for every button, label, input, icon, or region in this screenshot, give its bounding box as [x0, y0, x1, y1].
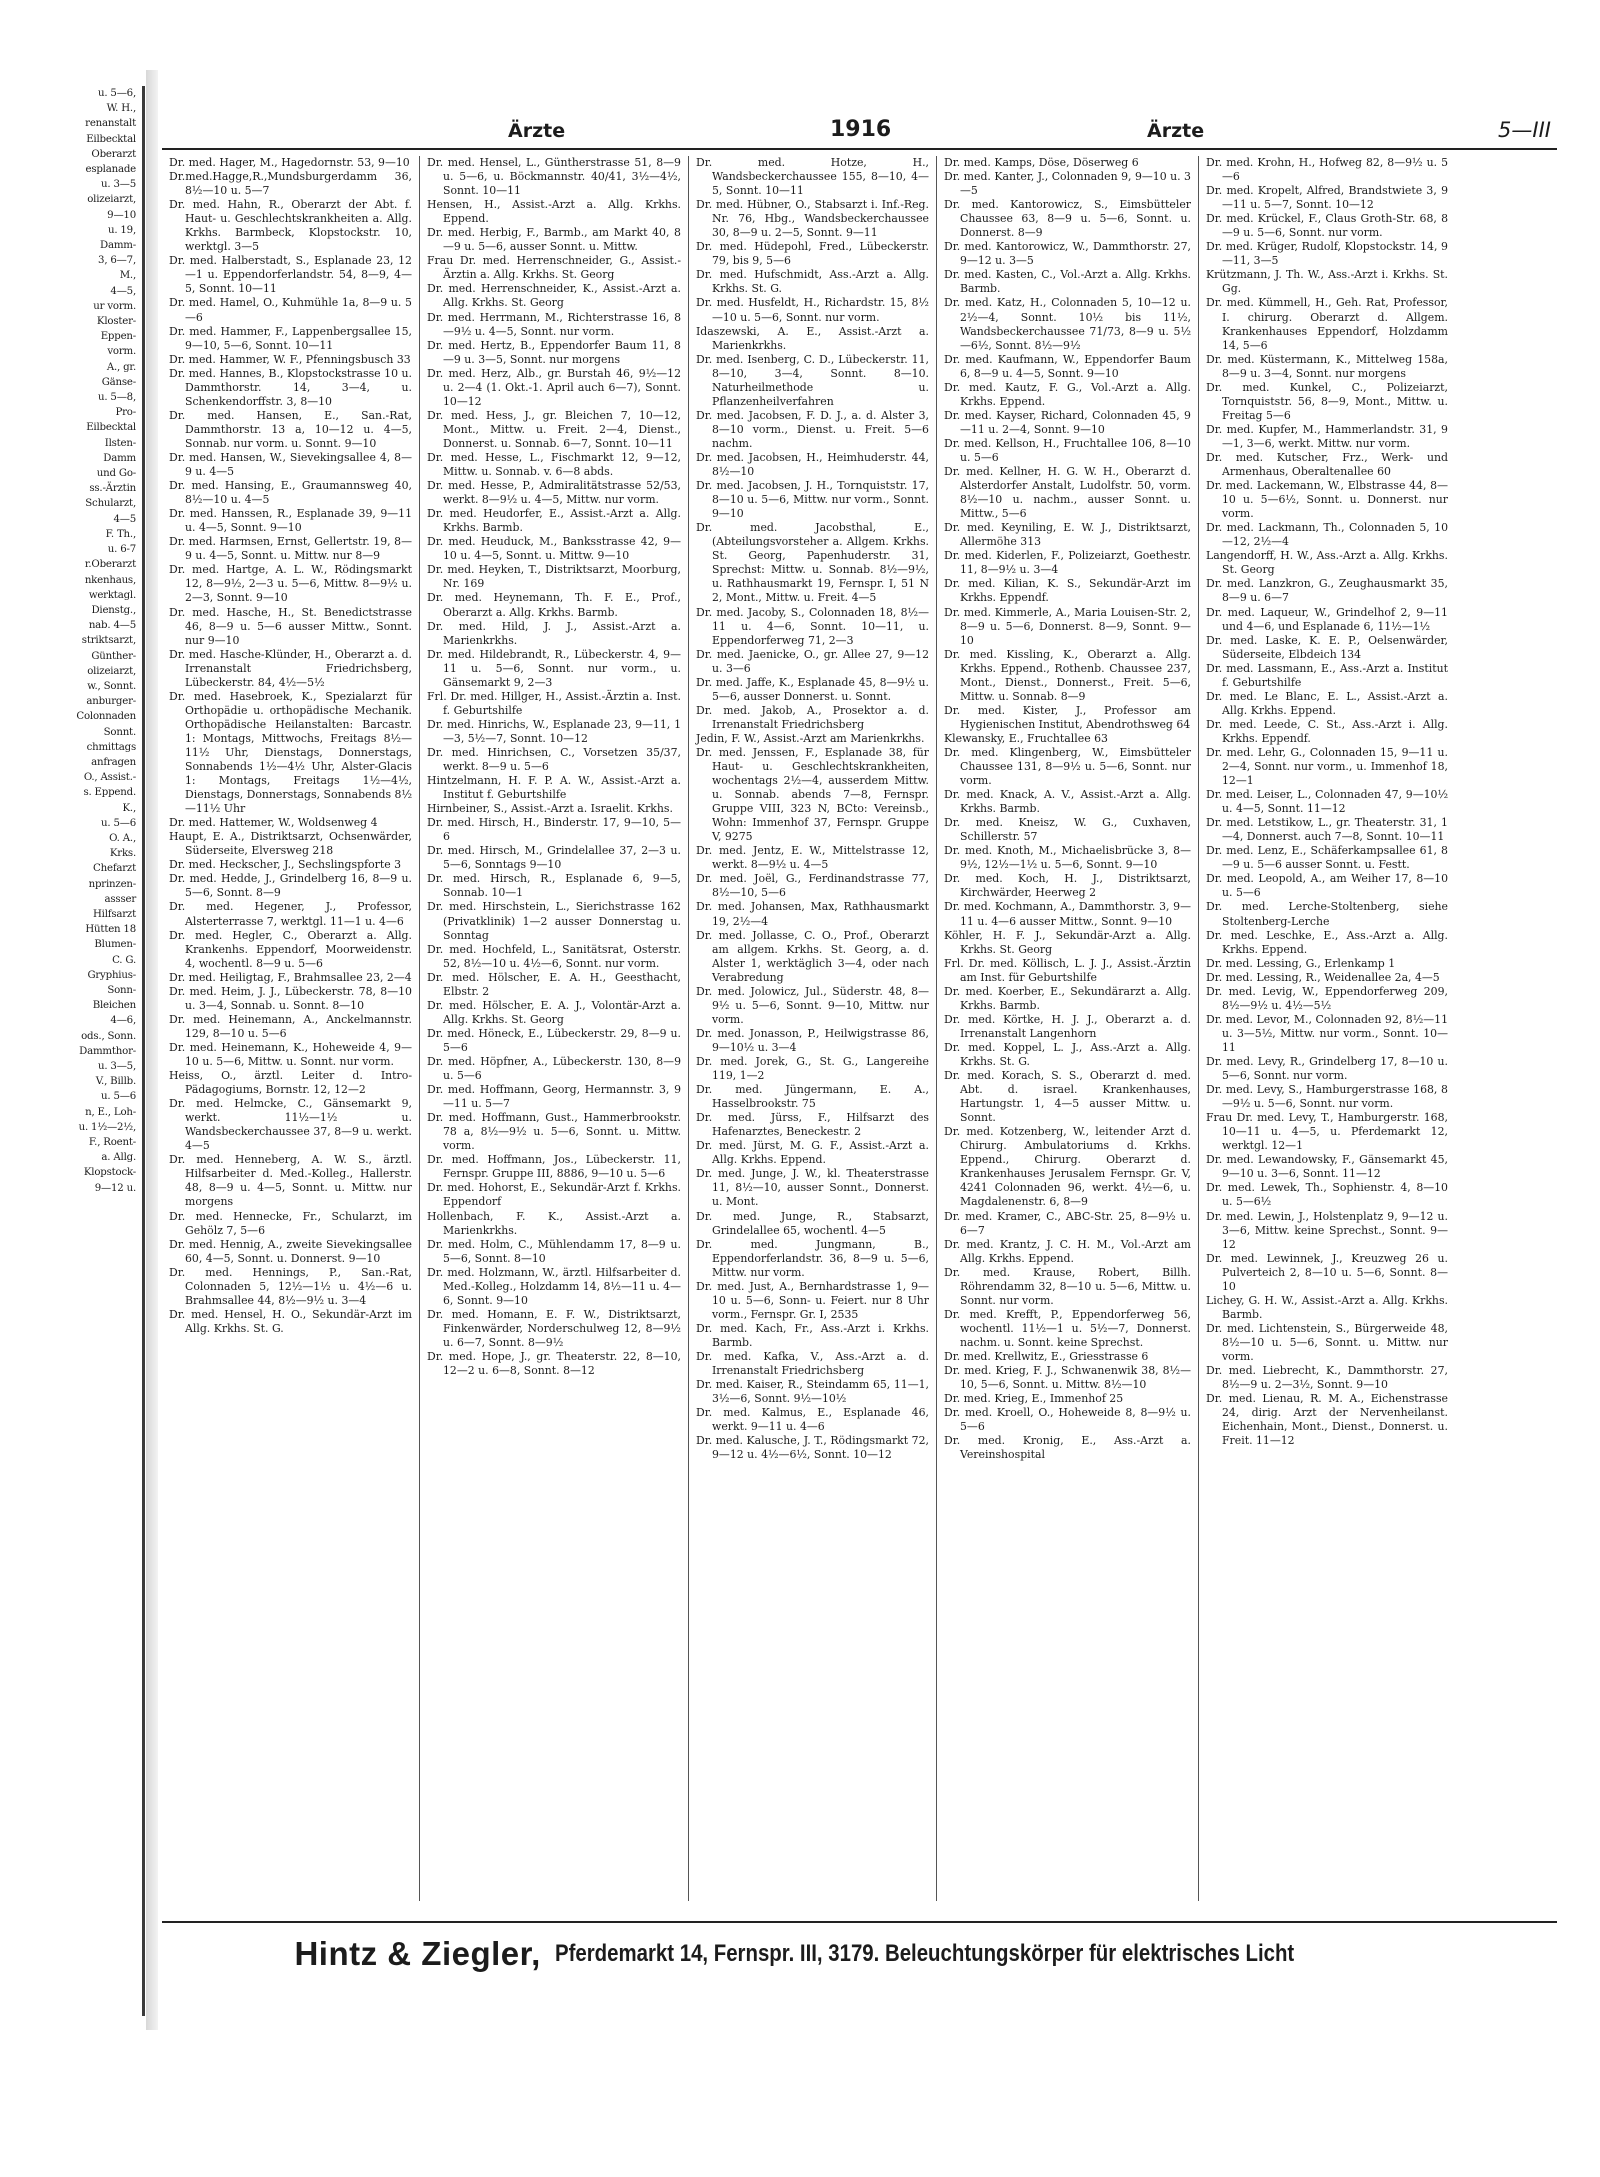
directory-entry: Idaszewski, A. E., Assist.-Arzt a. Marienkrkhs.	[696, 324, 929, 352]
directory-entry: Dr. med. Kellner, H. G. W. H., Oberarzt d. Alsterdorfer Anstalt, Ludolfstr. 50, vorm. 8½—10 u. nachm., ausser Sonnt. u. Mittw., 5—6	[944, 465, 1191, 521]
directory-entry: Dr. med. Kropelt, Alfred, Brandstwiete 3, 9—11 u. 5—7, Sonnt. 10—12	[1206, 184, 1448, 212]
directory-entry: Dr. med. Kautz, F. G., Vol.-Arzt a. Allg. Krkhs. Eppend.	[944, 380, 1191, 408]
directory-entry: Dr. med. Hesse, L., Fischmarkt 12, 9—12, Mittw. u. Sonnab. v. 6—8 abds.	[427, 450, 681, 479]
fragment-line: Pro-	[115, 407, 136, 419]
directory-entry: Dr. med. Krieg, F. J., Schwanenwik 38, 8½—10, 5—6, Sonnt. u. Mittw. 8½—10	[944, 1364, 1191, 1392]
fragment-line: Klopstock-	[83, 1167, 136, 1179]
fragment-line: renanstalt	[85, 118, 136, 130]
directory-entry: Dr. med. Klingenberg, W., Eimsbütteler Chaussee 131, 8—9½ u. 5—6, Sonnt. nur vorm.	[944, 745, 1191, 788]
listing-column-1	[162, 156, 420, 1901]
directory-entry: Dr. med. Hesse, P., Admiralitätstrasse 52/53, werkt. 8—9½ u. 4—5, Mittw. nur vorm.	[427, 479, 681, 507]
fragment-line: K.,	[122, 802, 136, 814]
fragment-line: anfragen	[91, 756, 136, 768]
directory-entry: Dr. med. Koch, H. J., Distriktsarzt, Kirchwärder, Heerweg 2	[944, 872, 1191, 900]
directory-entry: Dr. med. Hüdepohl, Fred., Lübeckerstr. 79, bis 9, 5—6	[696, 240, 929, 268]
fragment-line: 4—5,	[110, 285, 136, 297]
directory-entry: Dr. med. Hennings, P., San.-Rat, Colonnaden 5, 12½—1½ u. 4½—6 u. Brahmsallee 44, 8½—9½ u. 3—4	[169, 1265, 412, 1307]
directory-entry: Dr. med. Jolowicz, Jul., Süderstr. 48, 8—9½ u. 5—6, Sonnt. 9—10, Mittw. nur vorm.	[696, 984, 929, 1026]
fragment-line: u. 5—6,	[97, 88, 136, 99]
fragment-line: striktsarzt,	[81, 635, 136, 647]
fragment-line: F., Roent-	[88, 1137, 136, 1149]
directory-entry: Dr. med. Letstikow, L., gr. Theaterstr. 31, 1—4, Donnerst. auch 7—8, Sonnt. 10—11	[1206, 816, 1448, 844]
directory-entry: Dr. med. Jüngermann, E. A., Hasselbrookstr. 75	[696, 1083, 929, 1111]
fragment-line: vorm.	[107, 346, 136, 358]
directory-entry: Dr. med. Krieg, E., Immenhof 25	[944, 1392, 1124, 1406]
directory-entry: Dr. med. Le Blanc, E. L., Assist.-Arzt a. Allg. Krkhs. Eppend.	[1206, 689, 1448, 717]
fragment-line: Günther-	[91, 650, 136, 662]
directory-entry: Dr. med. Leschke, E., Ass.-Arzt a. Allg. Krkhs. Eppend.	[1206, 928, 1448, 956]
directory-entry: Dr. med. Hölscher, E. A. H., Geesthacht, Elbstr. 2	[427, 970, 681, 998]
directory-entry: Dr. med. Laqueur, W., Grindelhof 2, 9—11 und 4—6, und Esplanade 6, 11½—1½	[1206, 605, 1448, 633]
directory-entry: Dr. med. Jacobsen, J. H., Tornquiststr. 17, 8—10 u. 5—6, Mittw. nur vorm., Sonnt. 9—10	[696, 479, 929, 521]
fragment-line: C. G.	[112, 954, 136, 966]
directory-entry: Dr. med. Krefft, P., Eppendorferweg 56, wochentl. 11½—1 u. 5½—7, Donnerst. nachm. u. Sonnt. keine Sprechst.	[944, 1307, 1191, 1349]
fragment-line: nkenhaus,	[84, 574, 136, 586]
fragment-line: ur vorm.	[93, 300, 136, 312]
directory-entry: Dr. med. Liebrecht, K., Dammthorstr. 27, 8½—9 u. 2—3½, Sonnt. 9—10	[1206, 1364, 1448, 1392]
directory-entry: Krützmann, J. Th. W., Ass.-Arzt i. Krkhs. St. Gg.	[1206, 268, 1448, 296]
directory-entry: Dr. med. Knoth, M., Michaelisbrücke 3, 8—9½, 12½—1½ u. 5—6, Sonnt. 9—10	[944, 844, 1191, 872]
directory-entry: Dr. med. Hübner, O., Stabsarzt i. Inf.-Reg. Nr. 76, Hbg., Wandsbeckerchaussee 30, 8—9 u. 2—5, Sonnt. 9—11	[696, 198, 929, 240]
directory-entry: Dr. med. Junge, R., Stabsarzt, Grindelallee 65, wochentl. 4—5	[696, 1209, 929, 1237]
fragment-line: Oberarzt	[91, 148, 136, 160]
directory-entry: Dr. med. Knack, A. V., Assist.-Arzt a. Allg. Krkhs. Barmb.	[944, 788, 1191, 816]
directory-entry: Dr. med. Kanter, J., Colonnaden 9, 9—10 u. 3—5	[944, 170, 1191, 198]
directory-entry: Dr. med. Hegler, C., Oberarzt a. Allg. Krankenhs. Eppendorf, Moorweidenstr. 4, wochentl. 8—9 u. 5—6	[169, 928, 412, 970]
header-year: 1916	[830, 117, 892, 142]
directory-entry: Dr. med. Kissling, K., Oberarzt a. Allg. Krkhs. Eppend., Rothenb. Chaussee 237, Mont., Dienst., Donnerst., Freit. 5—6, Mittw. u. Sonnab. 8—9	[944, 647, 1191, 703]
fragment-line: u. 3—5,	[97, 1061, 136, 1072]
directory-entry: Dr. med. Höpfner, A., Lübeckerstr. 130, 8—9 u. 5—6	[427, 1055, 681, 1083]
advert-text: Pferdemarkt 14, Fernspr. III, 3179. Beleuchtungskörper für elektrisches Licht	[554, 1940, 1295, 1967]
directory-entry: Dr. med. Hensel, H. O., Sekundär-Arzt im Allg. Krkhs. St. G.	[169, 1307, 412, 1335]
directory-entry: Dr. med. Heudorfer, E., Assist.-Arzt a. Allg. Krkhs. Barmb.	[427, 507, 681, 535]
directory-entry: Dr. med. Kantorowicz, W., Dammthorstr. 27, 9—12 u. 3—5	[944, 240, 1191, 268]
directory-entry: Dr. med. Hansing, E., Graumannsweg 40, 8½—10 u. 4—5	[169, 479, 412, 507]
fragment-line: u. 1½—2½,	[78, 1121, 136, 1133]
fragment-line: Damm-	[99, 240, 136, 252]
directory-entry: Dr. med. Krüger, Rudolf, Klopstockstr. 14, 9—11, 3—5	[1206, 240, 1448, 268]
directory-entry: Dr. med. Levy, S., Hamburgerstrasse 168, 8—9½ u. 5—6, Sonnt. nur vorm.	[1206, 1083, 1448, 1111]
directory-entry: Dr. med. Hasebroek, K., Spezialarzt für Orthopädie u. orthopädische Mechanik. Orthopädische Heilanstalten: Barcastr. 1: Montags, Mittwochs, Freitags 8½—11½ Uhr, Dienstags, Donnerstags, Sonnabends 1½—4½ Uhr, Alster-Glacis 1: Montags, Freitags 1½—4½, Dienstags, Donnerstags, Sonnabends 8½—11½ Uhr	[169, 689, 413, 816]
directory-entry: Dr. med. Jacobsen, F. D. J., a. d. Alster 3, 8—10 vorm., Dienst. u. Freit. 5—6 nachm.	[696, 408, 929, 450]
fragment-line: Eppen-	[100, 331, 136, 343]
directory-entry: Dr. med. Kalusche, J. T., Rödingsmarkt 72, 9—12 u. 4½—6½, Sonnt. 10—12	[696, 1434, 929, 1462]
fragment-line: Eilbecktal	[86, 422, 136, 434]
directory-entry: Dr. med. Jacobsen, H., Heimhuderstr. 44, 8½—10	[696, 450, 929, 479]
directory-entry: Dr. med. Hahn, R., Oberarzt der Abt. f. Haut- u. Geschlechtskrankheiten a. Allg. Krkhs. Barmbeck, Klopstockstr. 10, werktgl. 3—5	[169, 198, 412, 254]
directory-entry: Dr. med. Hasche, H., St. Benedictstrasse 46, 8—9 u. 5—6 ausser Mittw., Sonnt. nur 9—10	[169, 605, 412, 647]
directory-entry: Dr. med. Lehr, G., Colonnaden 15, 9—11 u. 2—4, Sonnt. nur vorm., u. Immenhof 18, 12—1	[1206, 745, 1448, 788]
fragment-line: A., gr.	[106, 361, 136, 373]
directory-entry: Dr. med. Jürst, M. G. F., Assist.-Arzt a. Allg. Krkhs. Eppend.	[696, 1139, 929, 1167]
directory-entry: Dr. med. Krause, Robert, Billh. Röhrendamm 32, 8—10 u. 5—6, Mittw. u. Sonnt. nur vorm.	[944, 1265, 1191, 1307]
directory-entry: Dr. med. Holzmann, W., ärztl. Hilfsarbeiter d. Med.-Kolleg., Holzdamm 14, 8½—11 u. 4—6, Sonnt. 9—10	[427, 1265, 681, 1307]
directory-entry: Dr. med. Herbig, F., Barmb., am Markt 40, 8—9 u. 5—6, ausser Sonnt. u. Mittw.	[427, 226, 681, 254]
fragment-line: Krks.	[109, 848, 136, 860]
directory-entry: Dr. med. Homann, E. F. W., Distriktsarzt, Finkenwärder, Norderschulweg 12, 8—9½ u. 6—7, Sonnt. 8—9½	[427, 1307, 681, 1349]
directory-entry: Dr. med. Hansen, W., Sievekingsallee 4, 8—9 u. 4—5	[169, 450, 412, 479]
fragment-line: Ilsten-	[104, 437, 136, 449]
directory-entry: Dr. med. Hamel, O., Kuhmühle 1a, 8—9 u. 5—6	[169, 296, 412, 324]
fragment-line: u. 5—6	[101, 817, 136, 829]
fragment-line: assser	[104, 893, 136, 905]
directory-entry: Dr. med. Hager, M., Hagedornstr. 53, 9—10	[169, 156, 410, 169]
directory-entry: Dr. med. Hanssen, R., Esplanade 39, 9—11 u. 4—5, Sonnt. 9—10	[169, 507, 412, 535]
fragment-line: werktagl.	[88, 589, 136, 601]
directory-entry: Dr. med. Kneisz, W. G., Cuxhaven, Schillerstr. 57	[944, 816, 1191, 844]
directory-entry: Dr. med. Lienau, R. M. A., Eichenstrasse 24, dirig. Arzt der Nervenheilanst. Eichenhain, Mont., Dienst., Donnerst. u. Freit. 11—12	[1206, 1392, 1448, 1448]
fragment-line: olizeiarzt,	[87, 665, 136, 677]
fragment-line: Colonnaden	[76, 711, 136, 723]
directory-entry: Dr. med. Hufschmidt, Ass.-Arzt a. Allg. Krkhs. St. G.	[696, 268, 929, 296]
directory-entry: Dr. med. Johansen, Max, Rathhausmarkt 19, 2½—4	[696, 900, 929, 928]
directory-entry: Dr. med. Husfeldt, H., Richardstr. 15, 8½—10 u. 5—6, Sonnt. nur vorm.	[696, 296, 929, 324]
fragment-line: Sonnt.	[103, 726, 136, 738]
directory-entry: Dr. med. Hirsch, H., Binderstr. 17, 9—10, 5—6	[427, 816, 681, 844]
fragment-line: u. 6-7	[107, 544, 136, 556]
directory-entry: Dr. med. Jollasse, C. O., Prof., Oberarzt am allgem. Krkhs. St. Georg, a. d. Alster 1, werktäglich 3—4, oder nach Verabredung	[696, 928, 929, 984]
directory-entry: Dr. med. Höneck, E., Lübeckerstr. 29, 8—9 u. 5—6	[427, 1026, 681, 1054]
directory-entry: Frl. Dr. med. Köllisch, L. J. J., Assist.-Ärztin am Inst. für Geburtshilfe	[944, 956, 1191, 984]
directory-entry: Dr. med. Jacobsthal, E., (Abteilungsvorsteher a. Allgem. Krkhs. St. Georg, Papenhuderstr. 31, Sprechst: Mittw. u. Sonnab. 8½—9½, u. Rathhausmarkt 19, Fernspr. I, 51 N 2, Mont., Mittw. u. Freit. 4—5	[696, 521, 929, 605]
directory-entry: Dr. med. Kalmus, E., Esplanade 46, werkt. 9—11 u. 4—6	[696, 1406, 929, 1434]
directory-entry: Dr. med. Levy, R., Grindelberg 17, 8—10 u. 5—6, Sonnt. nur vorm.	[1206, 1055, 1448, 1083]
fragment-line: u. 5—8,	[97, 392, 136, 404]
directory-entry: Dr. med. Lackmann, Th., Colonnaden 5, 10—12, 2½—4	[1206, 521, 1448, 549]
fragment-line: Hütten 18	[85, 924, 136, 936]
fragment-line: ss.-Ärztin	[89, 483, 136, 495]
fragment-line: O. A.,	[109, 832, 136, 844]
fragment-line: w., Sonnt.	[87, 680, 136, 692]
fragment-line: W. H.,	[106, 103, 136, 115]
directory-entry: Dr. med. Joël, G., Ferdinandstrasse 77, 8½—10, 5—6	[696, 872, 929, 900]
directory-entry: Dr. med. Lewek, Th., Sophienstr. 4, 8—10 u. 5—6½	[1206, 1181, 1448, 1209]
page-header	[162, 96, 1557, 150]
directory-entry: Dr. med. Küstermann, K., Mittelweg 158a, 8—9 u. 3—4, Sonnt. nur morgens	[1206, 352, 1448, 380]
directory-entry: Dr. med. Kochmann, A., Dammthorstr. 3, 9—11 u. 4—6 ausser Mittw., Sonnt. 9—10	[944, 900, 1191, 928]
directory-entry: Dr. med. Heckscher, J., Sechslingspforte 3	[169, 858, 402, 872]
directory-entry: Dr. med. Krückel, F., Claus Groth-Str. 68, 8—9 u. 5—6, Sonnt. nur vorm.	[1206, 212, 1448, 240]
directory-entry: Haupt, E. A., Distriktsarzt, Ochsenwärder, Süderseite, Elversweg 218	[169, 830, 412, 858]
directory-entry: Dr. med. Helmcke, C., Gänsemarkt 9, werkt. 11½—1½ u. Wandsbeckerchaussee 37, 8—9 u. werkt. 4—5	[169, 1097, 412, 1153]
directory-entry: Dr. med. Hammer, F., Lappenbergsallee 15, 9—10, 5—6, Sonnt. 10—11	[169, 324, 412, 352]
directory-entry: Dr. med. Herrenschneider, K., Assist.-Arzt a. Allg. Krkhs. St. Georg	[427, 282, 681, 310]
directory-entry: Dr. med. Heiligtag, F., Brahmsallee 23, 2—4	[169, 970, 412, 984]
fragment-line: s. Eppend.	[83, 787, 136, 799]
directory-entry: Dr. med. Kroell, O., Hoheweide 8, 8—9½ u. 5—6	[944, 1406, 1191, 1434]
directory-entry: Dr. med. Hirschstein, L., Sierichstrasse 162 (Privatklinik) 1—2 ausser Donnerstag u. Sonntag	[427, 900, 681, 942]
fragment-line: r.Oberarzt	[84, 559, 136, 571]
fragment-line: Hilfsarzt	[92, 908, 136, 920]
header-page-number: 5—III	[1498, 118, 1551, 142]
fragment-line: O., Assist.-	[83, 772, 136, 784]
directory-entry: Dr. med. Jacoby, S., Colonnaden 18, 8½—11 u. 4—6, Sonnt. 10—11, u. Eppendorferweg 71, 2—3	[696, 605, 929, 647]
directory-entry: Dr. med. Koppel, L. J., Ass.-Arzt a. Allg. Krkhs. St. G.	[944, 1040, 1191, 1068]
directory-entry: Dr. med. Lenz, E., Schäferkampsallee 61, 8—9 u. 5—6 ausser Sonnt. u. Festt.	[1206, 844, 1448, 872]
directory-entry: Dr. med. Kafka, V., Ass.-Arzt a. d. Irrenanstalt Friedrichsberg	[696, 1349, 929, 1378]
directory-entry: Dr. med. Heinemann, K., Hoheweide 4, 9—10 u. 5—6, Mittw. u. Sonnt. nur vorm.	[169, 1040, 412, 1068]
listing-column-3	[689, 156, 937, 1901]
directory-entry: Dr. med. Jungmann, B., Eppendorferlandstr. 36, 8—9 u. 5—6, Mittw. nur vorm.	[696, 1237, 929, 1279]
directory-entry: Dr. med. Hasche-Klünder, H., Oberarzt a. d. Irrenanstalt Friedrichsberg, Lübeckerstr. 84, 4½—5½	[169, 647, 412, 689]
directory-entry: Lichey, G. H. W., Assist.-Arzt a. Allg. Krkhs. Barmb.	[1206, 1293, 1448, 1321]
directory-entry: Dr. med. Hinrichs, W., Esplanade 23, 9—11, 1—3, 5½—7, Sonnt. 10—12	[427, 717, 681, 745]
fragment-line: M.,	[119, 270, 136, 282]
directory-entry: Dr. med. Leopold, A., am Weiher 17, 8—10 u. 5—6	[1206, 872, 1448, 900]
directory-entry: Dr. med. Kupfer, M., Hammerlandstr. 31, 9—1, 3—6, werkt. Mittw. nur vorm.	[1206, 422, 1448, 450]
directory-entry: Dr. med. Jürss, F., Hilfsarzt des Hafenarztes, Beneckestr. 2	[696, 1111, 929, 1139]
directory-entry: Dr. med. Keyniling, E. W. J., Distriktsarzt, Allermöhe 313	[944, 521, 1191, 549]
fragment-line: Schularzt,	[85, 498, 136, 510]
directory-entry: Dr. med. Hess, J., gr. Bleichen 7, 10—12, Mont., Mittw. u. Freit. 2—4, Dienst., Donnerst. u. Sonnab. 6—7, Sonnt. 10—11	[427, 408, 681, 450]
fragment-line: esplanade	[85, 164, 136, 176]
fragment-line: Eilbecktal	[86, 133, 136, 145]
directory-entry: Dr. med. Kaiser, R., Steindamm 65, 11—1, 3½—6, Sonnt. 9½—10½	[696, 1378, 929, 1406]
directory-entry: Dr. med. Hölscher, E. A. J., Volontär-Arzt a. Allg. Krkhs. St. Georg	[427, 998, 681, 1026]
directory-entry: Dr. med. Krellwitz, E., Griesstrasse 6	[944, 1349, 1149, 1363]
directory-entry: Dr.med.Hagge,R.,Mundsburgerdamm 36, 8½—10 u. 5—7	[169, 170, 412, 198]
directory-entry: Dr. med. Krantz, J. C. H. M., Vol.-Arzt am Allg. Krkhs. Eppend.	[944, 1237, 1191, 1265]
fragment-line: 9—12 u.	[94, 1182, 136, 1194]
directory-entry: Dr. med. Hohorst, E., Sekundär-Arzt f. Krkhs. Eppendorf	[427, 1181, 681, 1209]
directory-entry: Hirnbeiner, S., Assist.-Arzt a. Israelit. Krkhs.	[427, 802, 673, 816]
directory-entry: Dr. med. Kramer, C., ABC-Str. 25, 8—9½ u. 6—7	[944, 1209, 1191, 1237]
directory-entry: Dr. med. Kunkel, C., Polizeiarzt, Tornquiststr. 56, 8—9, Mont., Mittw. u. Freitag 5—6	[1206, 380, 1448, 422]
directory-entry: Langendorff, H. W., Ass.-Arzt a. Allg. Krkhs. St. Georg	[1206, 549, 1448, 577]
directory-entry: Dr. med. Jentz, E. W., Mittelstrasse 12, werkt. 8—9½ u. 4—5	[696, 844, 929, 872]
fragment-line: Chefarzt	[93, 863, 136, 875]
directory-page	[162, 96, 1557, 2011]
directory-entry: Dr. med. Hedde, J., Grindelberg 16, 8—9 u. 5—6, Sonnt. 8—9	[169, 872, 412, 900]
adjacent-page-fragment	[0, 86, 145, 2016]
fragment-line: a. Allg.	[101, 1152, 136, 1164]
directory-entry: Dr. med. Hoffmann, Gust., Hammerbrookstr. 78 a, 8½—9½ u. 5—6, Sonnt. u. Mittw. vorm.	[427, 1111, 681, 1153]
directory-entry: Dr. med. Levig, W., Eppendorferweg 209, 8½—9½ u. 4½—5½	[1206, 984, 1448, 1012]
directory-entry: Dr. med. Heyken, T., Distriktsarzt, Moorburg, Nr. 169	[427, 563, 681, 591]
directory-entry: Dr. med. Lewinnek, J., Kreuzweg 26 u. Pulverteich 2, 8—10 u. 5—6, Sonnt. 8—10	[1206, 1251, 1448, 1293]
page-gutter	[146, 70, 158, 2030]
directory-entry: Dr. med. Hinrichsen, C., Vorsetzen 35/37, werkt. 8—9 u. 5—6	[427, 745, 681, 774]
directory-entry: Dr. med. Jonasson, P., Heilwigstrasse 86, 9—10½ u. 3—4	[696, 1026, 929, 1054]
directory-entry: Dr. med. Kantorowicz, S., Eimsbütteler Chaussee 63, 8—9 u. 5—6, Sonnt. u. Donnerst. 8—9	[944, 198, 1191, 240]
directory-entry: Dr. med. Lerche-Stoltenberg, siehe Stoltenberg-Lerche	[1206, 900, 1448, 928]
directory-entry: Dr. med. Halberstadt, S., Esplanade 23, 12—1 u. Eppendorferlandstr. 54, 8—9, 4—5, Sonnt. 10—11	[169, 254, 412, 296]
directory-entry: Hintzelmann, H. F. P. A. W., Assist.-Arzt a. Institut f. Geburtshilfe	[427, 774, 681, 802]
fragment-line: Gänse-	[101, 376, 136, 388]
directory-entry: Dr. med. Hochfeld, L., Sanitätsrat, Osterstr. 52, 8½—10 u. 4½—6, Sonnt. nur vorm.	[427, 942, 681, 970]
directory-entry: Dr. med. Leede, C. St., Ass.-Arzt i. Allg. Krkhs. Eppendf.	[1206, 717, 1448, 745]
directory-entry: Dr. med. Hirsch, R., Esplanade 6, 9—5, Sonnab. 10—1	[427, 872, 681, 900]
directory-entry: Dr. med. Kiderlen, F., Polizeiarzt, Goethestr. 11, 8—9½ u. 3—4	[944, 549, 1191, 577]
directory-entry: Dr. med. Lessing, G., Erlenkamp 1	[1206, 956, 1396, 970]
directory-entry: Klewansky, E., Fruchtallee 63	[944, 731, 1108, 745]
directory-entry: Heiss, O., ärztl. Leiter d. Intro-Pädagogiums, Bornstr. 12, 12—2	[169, 1069, 412, 1097]
directory-entry: Dr. med. Hartge, A. L. W., Rödingsmarkt 12, 8—9½, 2—3 u. 5—6, Mittw. 8—9½ u. 2—3, Sonnt. 9—10	[169, 563, 412, 605]
directory-entry: Dr. med. Laske, K. E. P., Oelsenwärder, Süderseite, Elbdeich 134	[1206, 633, 1448, 661]
listing-columns	[162, 156, 1557, 1901]
directory-entry: Dr. med. Herz, Alb., gr. Burstah 46, 9½—12 u. 2—4 (1. Okt.-1. April auch 6—7), Sonnt. 10—12	[427, 366, 681, 408]
directory-entry: Dr. med. Kutscher, Frz., Werk- und Armenhaus, Oberaltenallee 60	[1206, 450, 1448, 479]
directory-entry: Dr. med. Kasten, C., Vol.-Arzt a. Allg. Krkhs. Barmb.	[944, 268, 1191, 296]
directory-entry: Dr. med. Jaenicke, O., gr. Allee 27, 9—12 u. 3—6	[696, 647, 929, 675]
directory-entry: Dr. med. Kayser, Richard, Colonnaden 45, 9—11 u. 2—4, Sonnt. 9—10	[944, 408, 1191, 436]
directory-entry: Dr. med. Hennig, A., zweite Sievekingsallee 60, 4—5, Sonnt. u. Donnerst. 9—10	[169, 1237, 412, 1265]
fragment-line: u. 19,	[107, 224, 136, 236]
directory-entry: Dr. med. Hannes, B., Klopstockstrasse 10 u. Dammthorstr. 14, 3—4, u. Schenkendorffstr. 3, 8—10	[169, 366, 412, 408]
directory-entry: Dr. med. Leiser, L., Colonnaden 47, 9—10½ u. 4—5, Sonnt. 11—12	[1206, 788, 1448, 816]
directory-entry: Dr. med. Lewandowsky, F., Gänsemarkt 45, 9—10 u. 3—6, Sonnt. 11—12	[1206, 1153, 1448, 1181]
directory-entry: Dr. med. Jorek, G., St. G., Langereihe 119, 1—2	[696, 1055, 929, 1083]
directory-entry: Dr. med. Kimmerle, A., Maria Louisen-Str. 2, 8—9 u. 5—6, Donnerst. 8—9, Sonnt. 9—10	[944, 605, 1191, 647]
fragment-line: n, E., Loh-	[85, 1106, 136, 1118]
directory-entry: Dr. med. Korach, S. S., Oberarzt d. med. Abt. d. israel. Krankenhauses, Hartungstr. 1, 4—5 ausser Mittw. u. Sonnt.	[944, 1069, 1191, 1125]
directory-entry: Dr. med. Körtke, H. J. J., Oberarzt a. d. Irrenanstalt Langenhorn	[944, 1012, 1191, 1040]
directory-entry: Dr. med. Hildebrandt, R., Lübeckerstr. 4, 9—11 u. 5—6, Sonnt. nur vorm., u. Gänsemarkt 9, 2—3	[427, 647, 681, 689]
directory-entry: Dr. med. Kamps, Döse, Döserweg 6	[944, 156, 1139, 169]
directory-entry: Jedin, F. W., Assist.-Arzt am Marienkrkhs.	[696, 731, 925, 745]
directory-entry: Dr. med. Hild, J. J., Assist.-Arzt a. Marienkrkhs.	[427, 619, 681, 647]
fragment-line: F. Th.,	[105, 528, 136, 540]
listing-column-4	[937, 156, 1199, 1901]
fragment-line: 9—10	[107, 209, 136, 221]
fragment-line: und Go-	[96, 468, 136, 480]
listing-column-5	[1199, 156, 1455, 1901]
directory-entry: Dr. med. Koerber, E., Sekundärarzt a. Allg. Krkhs. Barmb.	[944, 984, 1191, 1012]
directory-entry: Dr. med. Hensel, L., Güntherstrasse 51, 8—9 u. 5—6, u. Böckmannstr. 40/41, 3½—4½, Sonnt. 10—11	[427, 156, 681, 198]
directory-entry: Dr. med. Lackemann, W., Elbstrasse 44, 8—10 u. 5—6½, Sonnt. u. Donnerst. nur vorm.	[1206, 479, 1448, 521]
fragment-line: Kloster-	[96, 316, 136, 328]
fragment-line: anburger-	[86, 696, 136, 708]
directory-entry: Dr. med. Junge, J. W., kl. Theaterstrasse 11, 8½—10, ausser Sonnt., Donnerst. u. Mont.	[696, 1167, 929, 1209]
fragment-line: nab. 4—5	[88, 620, 136, 632]
advertisement-banner	[162, 1921, 1557, 1985]
directory-entry: Dr. med. Kister, J., Professor am Hygienischen Institut, Abendrothsweg 64	[944, 703, 1191, 731]
directory-entry: Dr. med. Kronig, E., Ass.-Arzt a. Vereinshospital	[944, 1434, 1191, 1462]
directory-entry: Dr. med. Hoffmann, Jos., Lübeckerstr. 11, Fernspr. Gruppe III, 8886, 9—10 u. 5—6	[427, 1153, 681, 1181]
directory-entry: Dr. med. Lassmann, E., Ass.-Arzt a. Institut f. Geburtshilfe	[1206, 661, 1448, 689]
directory-entry: Hensen, H., Assist.-Arzt a. Allg. Krkhs. Eppend.	[427, 198, 681, 226]
directory-entry: Dr. med. Lanzkron, G., Zeughausmarkt 35, 8—9 u. 6—7	[1206, 577, 1448, 605]
listing-column-2	[420, 156, 689, 1901]
directory-entry: Dr. med. Hirsch, M., Grindelallee 37, 2—3 u. 5—6, Sonntags 9—10	[427, 844, 681, 872]
directory-entry: Dr. med. Heuduck, M., Banksstrasse 42, 9—10 u. 4—5, Sonnt. u. Mittw. 9—10	[427, 535, 681, 563]
fragment-line: 4—5	[113, 513, 136, 525]
directory-entry: Dr. med. Levor, M., Colonnaden 92, 8½—11 u. 3—5½, Mittw. nur vorm., Sonnt. 10—11	[1206, 1012, 1448, 1054]
fragment-line: Dienstg.,	[91, 604, 136, 616]
header-section-right: Ärzte	[1147, 120, 1205, 142]
directory-entry: Dr. med. Hoffmann, Georg, Hermannstr. 3, 9—11 u. 5—7	[427, 1083, 681, 1111]
directory-entry: Frau Dr. med. Herrenschneider, G., Assist.-Ärztin a. Allg. Krkhs. St. Georg	[427, 254, 681, 282]
directory-entry: Dr. med. Hammer, W. F., Pfenningsbusch 33	[169, 352, 411, 366]
fragment-line: Dammthor-	[79, 1045, 136, 1057]
fragment-line: u. 3—5	[101, 179, 136, 191]
fragment-line: chmittags	[86, 741, 136, 753]
directory-entry: Köhler, H. F. J., Sekundär-Arzt a. Allg. Krkhs. St. Georg	[944, 928, 1191, 956]
directory-entry: Frau Dr. med. Levy, T., Hamburgerstr. 168, 10—11 u. 4—5, u. Pferdemarkt 12, werktgl. 12—1	[1206, 1111, 1448, 1153]
fragment-line: Bleichen	[92, 1000, 136, 1012]
directory-entry: Dr. med. Lichtenstein, S., Bürgerweide 48, 8½—10 u. 5—6, Sonnt. u. Mittw. nur vorm.	[1206, 1321, 1448, 1363]
directory-entry: Dr. med. Hotze, H., Wandsbeckerchaussee 155, 8—10, 4—5, Sonnt. 10—11	[696, 156, 929, 198]
fragment-line: Sonn-	[107, 984, 136, 996]
fragment-line: u. 5—6	[101, 1091, 136, 1103]
fragment-line: Damm	[103, 452, 136, 464]
fragment-line: 3, 6—7,	[98, 255, 136, 267]
directory-entry: Dr. med. Holm, C., Mühlendamm 17, 8—9 u. 5—6, Sonnt. 8—10	[427, 1237, 681, 1265]
directory-entry: Dr. med. Kümmell, H., Geh. Rat, Professor, I. chirurg. Oberarzt d. Allgem. Krankenhauses Eppendorf, Holzdamm 14, 5—6	[1206, 296, 1448, 352]
directory-entry: Dr. med. Jaffe, K., Esplanade 45, 8—9½ u. 5—6, ausser Donnerst. u. Sonnt.	[696, 675, 929, 703]
directory-entry: Dr. med. Henneberg, A. W. S., ärztl. Hilfsarbeiter d. Med.-Kolleg., Hallerstr. 48, 8—9 u. 4—5, Sonnt. u. Mittw. nur morgens	[169, 1153, 412, 1209]
directory-entry: Dr. med. Kellson, H., Fruchtallee 106, 8—10 u. 5—6	[944, 436, 1191, 464]
directory-entry: Dr. med. Lessing, R., Weidenallee 2a, 4—5	[1206, 970, 1440, 984]
fragment-line: ods., Sonn.	[81, 1030, 136, 1042]
directory-entry: Dr. med. Krohn, H., Hofweg 82, 8—9½ u. 5—6	[1206, 156, 1448, 184]
directory-entry: Dr. med. Hennecke, Fr., Schularzt, im Gehölz 7, 5—6	[169, 1209, 412, 1237]
directory-entry: Dr. med. Harmsen, Ernst, Gellertstr. 19, 8—9 u. 4—5, Sonnt. u. Mittw. nur 8—9	[169, 535, 412, 563]
directory-entry: Dr. med. Hattemer, W., Woldsenweg 4	[169, 816, 378, 830]
directory-entry: Dr. med. Hansen, E., San.-Rat, Dammthorstr. 13 a, 10—12 u. 4—5, Sonnab. nur vorm. u. Sonnt. 9—10	[169, 408, 412, 450]
fragment-line: 4—6,	[110, 1015, 136, 1027]
directory-entry: Dr. med. Herrmann, M., Richterstrasse 16, 8—9½ u. 4—5, Sonnt. nur vorm.	[427, 310, 681, 338]
directory-entry: Dr. med. Isenberg, C. D., Lübeckerstr. 11, 8—10, 3—4, Sonnt. 8—10. Naturheilmethode u. Pflanzenheilverfahren	[696, 352, 929, 408]
directory-entry: Dr. med. Kotzenberg, W., leitender Arzt d. Chirurg. Ambulatoriums d. Krkhs. Eppend., Chirurg. Oberarzt d. Krankenhauses Jerusalem Fernspr. Gr. V, 4241 Colonnaden 96, werkt. 4½—6, u. Magdalenenstr. 6, 8—9	[944, 1125, 1191, 1209]
directory-entry: Dr. med. Katz, H., Colonnaden 5, 10—12 u. 2½—4, Sonnt. 10½ bis 11½, Wandsbeckerchaussee 71/73, 8—9 u. 5½—6½, Sonnt. 8½—9½	[944, 296, 1191, 352]
directory-entry: Dr. med. Kach, Fr., Ass.-Arzt i. Krkhs. Barmb.	[696, 1321, 929, 1349]
directory-entry: Dr. med. Hope, J., gr. Theaterstr. 22, 8—10, 12—2 u. 6—8, Sonnt. 8—12	[427, 1349, 681, 1378]
directory-entry: Dr. med. Hertz, B., Eppendorfer Baum 11, 8—9 u. 3—5, Sonnt. nur morgens	[427, 338, 681, 366]
directory-entry: Dr. med. Jenssen, F., Esplanade 38, für Haut- u. Geschlechtskrankheiten, wochentags 2½—4, ausserdem Mittw. u. Sonnab. abends 7—8, Fernspr. Gruppe VIII, 323 N, BCto: Vereinsb., Wohn: Immenhof 37, Fernspr. Gruppe V, 9275	[696, 745, 929, 844]
directory-entry: Hollenbach, F. K., Assist.-Arzt a. Marienkrkhs.	[427, 1209, 681, 1237]
header-section-left: Ärzte	[508, 120, 566, 142]
advert-firm-name: Hintz & Ziegler,	[294, 1935, 541, 1972]
directory-entry: Dr. med. Hegener, J., Professor, Alsterterrasse 7, werktgl. 11—1 u. 4—6	[169, 900, 412, 928]
fragment-line: Blumen-	[94, 939, 136, 951]
fragment-line: olizeiarzt,	[87, 194, 136, 206]
directory-entry: Dr. med. Lewin, J., Holstenplatz 9, 9—12 u. 3—6, Mittw. keine Sprechst., Sonnt. 9—12	[1206, 1209, 1448, 1251]
fragment-line: Gryphius-	[87, 969, 136, 981]
fragment-line: nprinzen-	[88, 878, 136, 890]
directory-entry: Dr. med. Kaufmann, W., Eppendorfer Baum 6, 8—9 u. 4—5, Sonnt. 9—10	[944, 352, 1191, 380]
directory-entry: Dr. med. Heinemann, A., Anckelmannstr. 129, 8—10 u. 5—6	[169, 1012, 412, 1040]
directory-entry: Dr. med. Kilian, K. S., Sekundär-Arzt im Krkhs. Eppendf.	[944, 577, 1191, 605]
directory-entry: Dr. med. Just, A., Bernhardstrasse 1, 9—10 u. 5—6, Sonn- u. Feiert. nur 8 Uhr vorm., Fernspr. Gr. I, 2535	[696, 1279, 929, 1321]
fragment-line: V., Billb.	[95, 1076, 136, 1088]
directory-entry: Frl. Dr. med. Hillger, H., Assist.-Ärztin a. Inst. f. Geburtshilfe	[427, 689, 681, 717]
directory-entry: Dr. med. Heim, J. J., Lübeckerstr. 78, 8—10 u. 3—4, Sonnab. u. Sonnt. 8—10	[169, 984, 412, 1012]
directory-entry: Dr. med. Heynemann, Th. F. E., Prof., Oberarzt a. Allg. Krkhs. Barmb.	[427, 591, 681, 619]
directory-entry: Dr. med. Jakob, A., Prosektor a. d. Irrenanstalt Friedrichsberg	[696, 703, 929, 731]
